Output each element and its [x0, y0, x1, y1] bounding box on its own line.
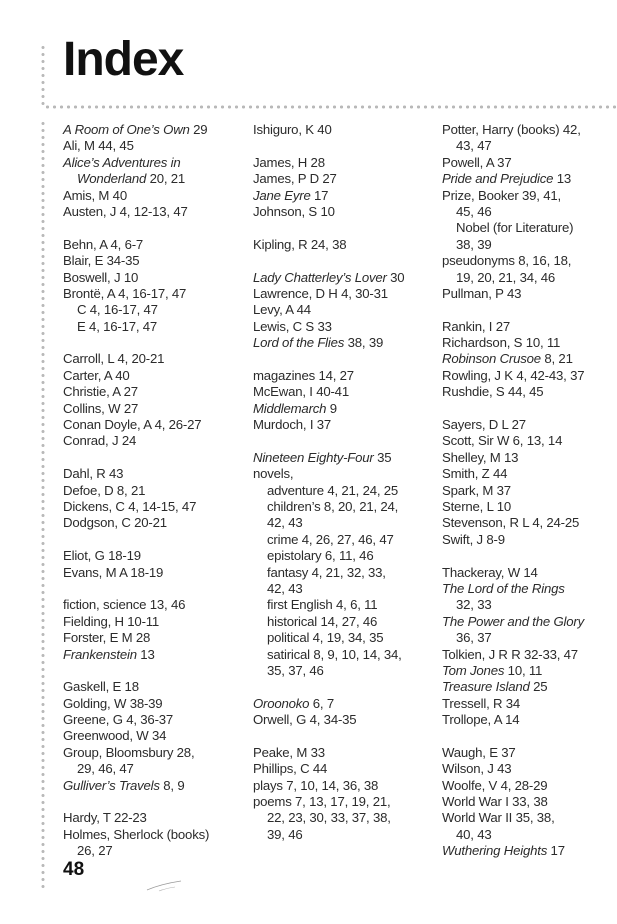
index-subentry: [253, 614, 435, 630]
entry-text: 20, 21: [146, 171, 186, 187]
entry-text: 13: [136, 646, 155, 662]
index-entry: [442, 810, 617, 826]
index-subentry: [63, 171, 248, 187]
index-entry: [63, 548, 248, 564]
index-subentry: [253, 810, 435, 826]
index-entry: [442, 647, 617, 663]
entry-text: Stevenson, R L 4, 24-25: [442, 515, 580, 531]
entry-text: 32, 33: [456, 597, 492, 613]
entry-text: 22, 23, 30, 33, 37, 38,: [267, 810, 391, 826]
pencil-mark: [145, 878, 185, 894]
index-entry: [63, 237, 248, 253]
entry-text: children’s 8, 20, 21, 24,: [267, 498, 399, 514]
index-column-2: [253, 122, 435, 843]
index-subentry: [442, 138, 617, 154]
entry-text: C 4, 16-17, 47: [77, 302, 158, 318]
entry-spacer: [253, 351, 435, 367]
index-entry: [442, 794, 617, 810]
index-entry: [253, 401, 435, 417]
entry-title-italic: Wonderland: [77, 171, 147, 187]
entry-text: Gaskell, E 18: [63, 679, 139, 695]
entry-text: James, H 28: [253, 154, 325, 170]
entry-text: Orwell, G 4, 34-35: [253, 712, 357, 728]
index-entry: [442, 679, 617, 695]
entry-text: Kipling, R 24, 38: [253, 236, 347, 252]
index-entry: [63, 253, 248, 269]
index-entry: [253, 122, 435, 138]
index-entry: [63, 155, 248, 171]
index-entry: [63, 286, 248, 302]
entry-text: Woolfe, V 4, 28-29: [442, 777, 548, 793]
entry-spacer: [63, 220, 248, 236]
entry-text: Forster, E M 28: [63, 630, 151, 646]
entry-text: 25: [529, 679, 548, 695]
entry-spacer: [253, 728, 435, 744]
entry-title-italic: Robinson Crusoe: [442, 351, 541, 367]
entry-text: Golding, W 38-39: [63, 695, 163, 711]
entry-text: Greenwood, W 34: [63, 728, 167, 744]
entry-text: 6, 7: [309, 695, 334, 711]
index-entry: [253, 270, 435, 286]
entry-text: 26, 27: [77, 843, 113, 859]
entry-text: Prize, Booker 39, 41,: [442, 187, 561, 203]
entry-title-italic: Middlemarch: [253, 400, 327, 416]
index-entry: [63, 778, 248, 794]
entry-text: Brontë, A 4, 16-17, 47: [63, 285, 187, 301]
entry-text: 17: [310, 187, 329, 203]
entry-title-italic: Oroonoko: [253, 695, 310, 711]
index-entry: [63, 810, 248, 826]
entry-text: 8, 21: [540, 351, 573, 367]
index-entry: [63, 351, 248, 367]
index-entry: [442, 614, 617, 630]
index-entry: [63, 647, 248, 663]
index-entry: [442, 417, 617, 433]
entry-text: Peake, M 33: [253, 744, 325, 760]
entry-text: Smith, Z 44: [442, 466, 508, 482]
entry-text: Amis, M 40: [63, 187, 127, 203]
index-entry: [253, 778, 435, 794]
entry-title-italic: Nineteen Eighty-Four: [253, 449, 374, 465]
index-subentry: [253, 663, 435, 679]
entry-text: adventure 4, 21, 24, 25: [267, 482, 399, 498]
entry-text: plays 7, 10, 14, 36, 38: [253, 777, 379, 793]
entry-text: Carter, A 40: [63, 367, 130, 383]
index-subentry: [63, 761, 248, 777]
entry-text: 29: [189, 122, 208, 137]
entry-text: Waugh, E 37: [442, 744, 516, 760]
index-subentry: [253, 827, 435, 843]
entry-text: Eliot, G 18-19: [63, 548, 141, 564]
entry-text: epistolary 6, 11, 46: [267, 548, 374, 564]
entry-spacer: [63, 663, 248, 679]
index-entry: [442, 319, 617, 335]
entry-text: Swift, J 8-9: [442, 531, 505, 547]
entry-text: 29, 46, 47: [77, 761, 134, 777]
index-entry: [63, 401, 248, 417]
entry-title-italic: The Lord of the Rings: [442, 580, 565, 596]
index-entry: [253, 794, 435, 810]
entry-text: Conrad, J 24: [63, 433, 137, 449]
index-entry: [442, 384, 617, 400]
index-column-3: [442, 122, 617, 860]
entry-text: fiction, science 13, 46: [63, 597, 186, 613]
index-entry: [63, 122, 248, 138]
entry-text: Shelley, M 13: [442, 449, 519, 465]
index-entry: [442, 155, 617, 171]
index-entry: [63, 745, 248, 761]
index-subentry: [442, 204, 617, 220]
entry-title-italic: Pride and Prejudice: [442, 171, 554, 187]
index-entry: [253, 335, 435, 351]
entry-text: 8, 9: [159, 777, 185, 793]
entry-title-italic: Gulliver’s Travels: [63, 777, 160, 793]
entry-text: E 4, 16-17, 47: [77, 318, 158, 334]
entry-text: political 4, 19, 34, 35: [267, 630, 384, 646]
entry-title-italic: Alice’s Adventures in: [63, 154, 181, 170]
index-entry: [442, 122, 617, 138]
dotted-rule-vertical: [41, 120, 45, 890]
entry-spacer: [63, 532, 248, 548]
index-entry: [442, 761, 617, 777]
index-subentry: [442, 597, 617, 613]
index-entry: [442, 565, 617, 581]
entry-text: World War I 33, 38: [442, 794, 548, 810]
entry-text: 17: [547, 843, 565, 859]
entry-spacer: [63, 335, 248, 351]
entry-text: novels,: [253, 466, 294, 482]
entry-text: historical 14, 27, 46: [267, 613, 378, 629]
index-subentry: [253, 597, 435, 613]
entry-text: Lawrence, D H 4, 30-31: [253, 285, 388, 301]
entry-text: Behn, A 4, 6-7: [63, 236, 144, 252]
entry-spacer: [253, 433, 435, 449]
entry-text: Wilson, J 43: [442, 761, 512, 777]
dotted-rule-vertical-top: [41, 44, 45, 106]
index-entry: [63, 696, 248, 712]
index-entry: [63, 466, 248, 482]
entry-text: 19, 20, 21, 34, 46: [456, 269, 556, 285]
entry-text: Trollope, A 14: [442, 712, 520, 728]
entry-text: magazines 14, 27: [253, 367, 354, 383]
entry-text: 36, 37: [456, 630, 492, 646]
index-entry: [442, 663, 617, 679]
index-entry: [63, 565, 248, 581]
entry-text: 9: [326, 400, 337, 416]
index-entry: [442, 843, 617, 859]
index-entry: [253, 384, 435, 400]
entry-text: Powell, A 37: [442, 154, 512, 170]
index-subentry: [253, 499, 435, 515]
index-entry: [253, 204, 435, 220]
entry-text: Greene, G 4, 36-37: [63, 712, 174, 728]
index-entry: [253, 696, 435, 712]
entry-text: Hardy, T 22-23: [63, 810, 147, 826]
index-subentry: [253, 532, 435, 548]
entry-title-italic: The Power and the Glory: [442, 613, 585, 629]
entry-text: Dodgson, C 20-21: [63, 515, 167, 531]
entry-title-italic: Jane Eyre: [253, 187, 311, 203]
entry-text: Johnson, S 10: [253, 203, 335, 219]
index-entry: [442, 171, 617, 187]
index-entry: [253, 237, 435, 253]
entry-text: Spark, M 37: [442, 482, 511, 498]
entry-text: 45, 46: [456, 203, 492, 219]
entry-text: 42, 43: [267, 580, 303, 596]
entry-spacer: [253, 679, 435, 695]
entry-text: Defoe, D 8, 21: [63, 482, 146, 498]
index-entry: [63, 679, 248, 695]
entry-text: 35: [373, 449, 392, 465]
index-entry: [63, 827, 248, 843]
index-entry: [442, 368, 617, 384]
index-subentry: [442, 630, 617, 646]
entry-text: 35, 37, 46: [267, 662, 324, 678]
index-entry: [442, 483, 617, 499]
index-entry: [63, 270, 248, 286]
index-entry: [442, 745, 617, 761]
entry-text: Group, Bloomsbury 28,: [63, 744, 195, 760]
index-entry: [442, 286, 617, 302]
index-subentry: [253, 565, 435, 581]
index-subentry: [442, 220, 617, 236]
entry-text: Austen, J 4, 12-13, 47: [63, 203, 188, 219]
entry-text: 40, 43: [456, 826, 492, 842]
entry-text: Dickens, C 4, 14-15, 47: [63, 498, 197, 514]
index-subentry: [253, 515, 435, 531]
page-title: Index: [63, 33, 184, 86]
index-entry: [63, 188, 248, 204]
index-entry: [253, 155, 435, 171]
entry-text: Holmes, Sherlock (books): [63, 826, 210, 842]
index-entry: [253, 171, 435, 187]
index-entry: [253, 466, 435, 482]
index-entry: [253, 188, 435, 204]
index-entry: [63, 433, 248, 449]
index-subentry: [253, 630, 435, 646]
entry-spacer: [253, 138, 435, 154]
index-subentry: [442, 827, 617, 843]
index-entry: [442, 778, 617, 794]
entry-text: Nobel (for Literature): [456, 220, 574, 236]
entry-text: Tressell, R 34: [442, 695, 521, 711]
page-number: 48: [63, 859, 85, 880]
index-entry: [63, 417, 248, 433]
entry-text: Murdoch, I 37: [253, 417, 332, 433]
index-entry: [63, 515, 248, 531]
entry-spacer: [253, 253, 435, 269]
index-entry: [63, 728, 248, 744]
entry-text: Phillips, C 44: [253, 761, 328, 777]
index-entry: [253, 712, 435, 728]
entry-text: Pullman, P 43: [442, 285, 522, 301]
index-entry: [63, 614, 248, 630]
index-entry: [253, 302, 435, 318]
entry-title-italic: A Room of One’s Own: [63, 122, 190, 137]
index-subentry: [253, 483, 435, 499]
index-entry: [442, 712, 617, 728]
index-entry: [442, 351, 617, 367]
entry-text: poems 7, 13, 17, 19, 21,: [253, 794, 391, 810]
entry-text: Potter, Harry (books) 42,: [442, 122, 581, 137]
entry-text: Evans, M A 18-19: [63, 564, 164, 580]
entry-spacer: [63, 581, 248, 597]
entry-spacer: [442, 302, 617, 318]
index-entry: [63, 712, 248, 728]
index-column-1: [63, 122, 248, 860]
index-subentry: [442, 237, 617, 253]
entry-spacer: [63, 794, 248, 810]
entry-text: McEwan, I 40-41: [253, 384, 349, 400]
entry-text: Levy, A 44: [253, 302, 311, 318]
entry-text: Collins, W 27: [63, 400, 139, 416]
entry-text: Rowling, J K 4, 42-43, 37: [442, 367, 585, 383]
index-entry: [442, 253, 617, 269]
index-entry: [442, 335, 617, 351]
index-entry: [253, 319, 435, 335]
entry-spacer: [442, 401, 617, 417]
entry-text: Lewis, C S 33: [253, 318, 332, 334]
index-entry: [253, 368, 435, 384]
entry-text: 39, 46: [267, 826, 303, 842]
entry-title-italic: Wuthering Heights: [442, 843, 548, 859]
entry-text: 43, 47: [456, 138, 492, 154]
entry-title-italic: Lord of the Flies: [253, 335, 345, 351]
entry-text: satirical 8, 9, 10, 14, 34,: [267, 646, 402, 662]
index-entry: [63, 368, 248, 384]
entry-spacer: [63, 450, 248, 466]
entry-text: 38, 39: [456, 236, 492, 252]
entry-text: Richardson, S 10, 11: [442, 335, 561, 351]
index-entry: [253, 417, 435, 433]
index-entry: [442, 450, 617, 466]
entry-text: Sayers, D L 27: [442, 417, 526, 433]
index-entry: [253, 286, 435, 302]
entry-text: Scott, Sir W 6, 13, 14: [442, 433, 563, 449]
entry-text: Boswell, J 10: [63, 269, 139, 285]
entry-text: James, P D 27: [253, 171, 337, 187]
index-entry: [442, 515, 617, 531]
index-subentry: [253, 647, 435, 663]
index-entry: [63, 204, 248, 220]
entry-text: Rushdie, S 44, 45: [442, 384, 544, 400]
entry-text: 30: [386, 269, 405, 285]
index-entry: [63, 630, 248, 646]
entry-title-italic: Treasure Island: [442, 679, 530, 695]
entry-text: Sterne, L 10: [442, 498, 511, 514]
index-subentry: [442, 270, 617, 286]
index-subentry: [63, 302, 248, 318]
entry-text: Conan Doyle, A 4, 26-27: [63, 417, 202, 433]
index-entry: [442, 433, 617, 449]
index-entry: [442, 499, 617, 515]
index-entry: [442, 188, 617, 204]
entry-title-italic: Frankenstein: [63, 646, 137, 662]
entry-text: crime 4, 26, 27, 46, 47: [267, 531, 394, 547]
entry-text: 10, 11: [504, 662, 543, 678]
index-entry: [442, 696, 617, 712]
entry-spacer: [253, 220, 435, 236]
entry-title-italic: Tom Jones: [442, 662, 505, 678]
index-entry: [63, 597, 248, 613]
entry-text: Carroll, L 4, 20-21: [63, 351, 165, 367]
index-entry: [63, 483, 248, 499]
entry-text: Christie, A 27: [63, 384, 138, 400]
dotted-rule-horizontal: [44, 104, 617, 110]
entry-text: Rankin, I 27: [442, 318, 510, 334]
index-entry: [253, 745, 435, 761]
entry-title-italic: Lady Chatterley’s Lover: [253, 269, 387, 285]
entry-text: 38, 39: [344, 335, 384, 351]
entry-text: World War II 35, 38,: [442, 810, 555, 826]
entry-text: Blair, E 34-35: [63, 253, 140, 269]
entry-text: Tolkien, J R R 32-33, 47: [442, 646, 578, 662]
index-entry: [442, 581, 617, 597]
index-subentry: [63, 319, 248, 335]
entry-text: Thackeray, W 14: [442, 564, 538, 580]
index-entry: [253, 450, 435, 466]
index-entry: [253, 761, 435, 777]
index-entry: [442, 532, 617, 548]
entry-spacer: [442, 728, 617, 744]
entry-text: 42, 43: [267, 515, 303, 531]
index-entry: [63, 499, 248, 515]
entry-text: Ali, M 44, 45: [63, 138, 134, 154]
entry-text: 13: [553, 171, 572, 187]
index-subentry: [253, 581, 435, 597]
index-subentry: [63, 843, 248, 859]
entry-text: Fielding, H 10-11: [63, 613, 160, 629]
entry-spacer: [442, 548, 617, 564]
index-entry: [442, 466, 617, 482]
entry-text: Ishiguro, K 40: [253, 122, 332, 137]
index-subentry: [253, 548, 435, 564]
entry-text: pseudonyms 8, 16, 18,: [442, 253, 572, 269]
index-entry: [63, 384, 248, 400]
entry-text: fantasy 4, 21, 32, 33,: [267, 564, 386, 580]
entry-text: Dahl, R 43: [63, 466, 124, 482]
index-entry: [63, 138, 248, 154]
entry-text: first English 4, 6, 11: [267, 597, 378, 613]
